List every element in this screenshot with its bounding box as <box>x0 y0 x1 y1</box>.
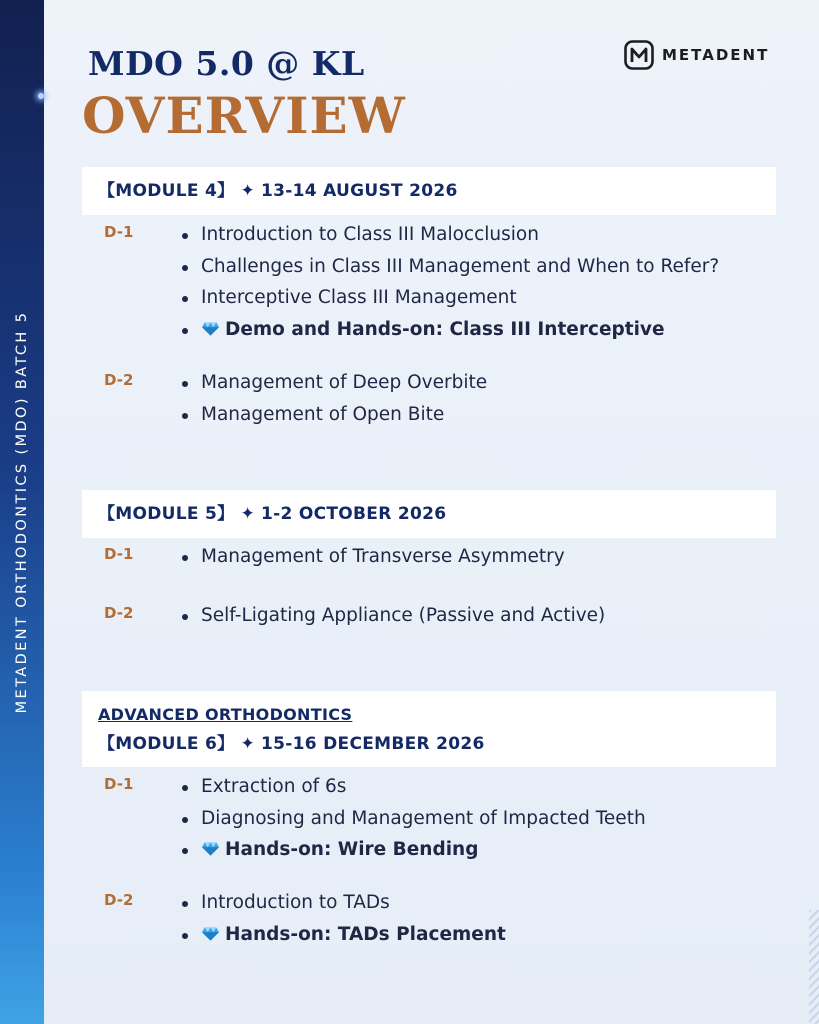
star-icon: ✦ <box>240 734 256 754</box>
day-label: D-2 <box>104 604 134 622</box>
list-item: Self-Ligating Appliance (Passive and Active) <box>180 600 605 632</box>
gem-icon <box>201 321 220 337</box>
star-icon: ✦ <box>240 504 256 524</box>
module-6-header <box>82 691 776 767</box>
topic-list <box>180 219 719 345</box>
list-item: Challenges in Class III Management and When to Refer? <box>180 251 719 283</box>
day-label: D-2 <box>104 371 134 389</box>
brand-logo <box>624 40 769 70</box>
right-stripe-decoration <box>809 910 819 1024</box>
sparkle-decoration <box>38 93 44 99</box>
metadent-m-logo-icon <box>624 40 654 70</box>
day-label: D-1 <box>104 775 134 793</box>
gem-icon <box>201 841 220 857</box>
list-item-highlight: Hands-on: TADs Placement <box>180 919 506 951</box>
day-label: D-2 <box>104 891 134 909</box>
list-item-highlight: Demo and Hands-on: Class III Interceptive <box>180 314 719 346</box>
day-label: D-1 <box>104 545 134 563</box>
topic-list <box>180 771 646 866</box>
side-band <box>0 0 44 1024</box>
list-item: Introduction to Class III Malocclusion <box>180 219 719 251</box>
brand-name: METADENT <box>662 46 770 64</box>
list-item: Extraction of 6s <box>180 771 646 803</box>
module-5-header <box>82 490 776 538</box>
page-title: MDO 5.0 @ KL <box>88 44 365 83</box>
module-date: 15-16 DECEMBER 2026 <box>261 734 485 754</box>
gem-icon <box>201 926 220 942</box>
topic-list <box>180 367 487 430</box>
module-subtitle: ADVANCED ORTHODONTICS <box>98 705 353 724</box>
day-label: D-1 <box>104 223 134 241</box>
module-label: 【MODULE 6】 <box>98 734 235 754</box>
list-item: Management of Transverse Asymmetry <box>180 541 565 573</box>
topic-list <box>180 887 506 950</box>
module-label: 【MODULE 5】 <box>98 504 235 524</box>
list-item: Diagnosing and Management of Impacted Teeth <box>180 803 646 835</box>
module-date: 13-14 AUGUST 2026 <box>261 181 458 201</box>
list-item: Management of Deep Overbite <box>180 367 487 399</box>
list-item: Management of Open Bite <box>180 399 487 431</box>
side-band-text: METADENT ORTHODONTICS (MDO) BATCH 5 <box>14 310 30 714</box>
page-subtitle: OVERVIEW <box>82 86 406 145</box>
module-label: 【MODULE 4】 <box>98 181 235 201</box>
topic-list <box>180 600 605 632</box>
module-4-header <box>82 167 776 215</box>
topic-list <box>180 541 565 573</box>
star-icon: ✦ <box>240 181 256 201</box>
list-item: Interceptive Class III Management <box>180 282 719 314</box>
module-date: 1-2 OCTOBER 2026 <box>261 504 447 524</box>
list-item-highlight: Hands-on: Wire Bending <box>180 834 646 866</box>
list-item: Introduction to TADs <box>180 887 506 919</box>
